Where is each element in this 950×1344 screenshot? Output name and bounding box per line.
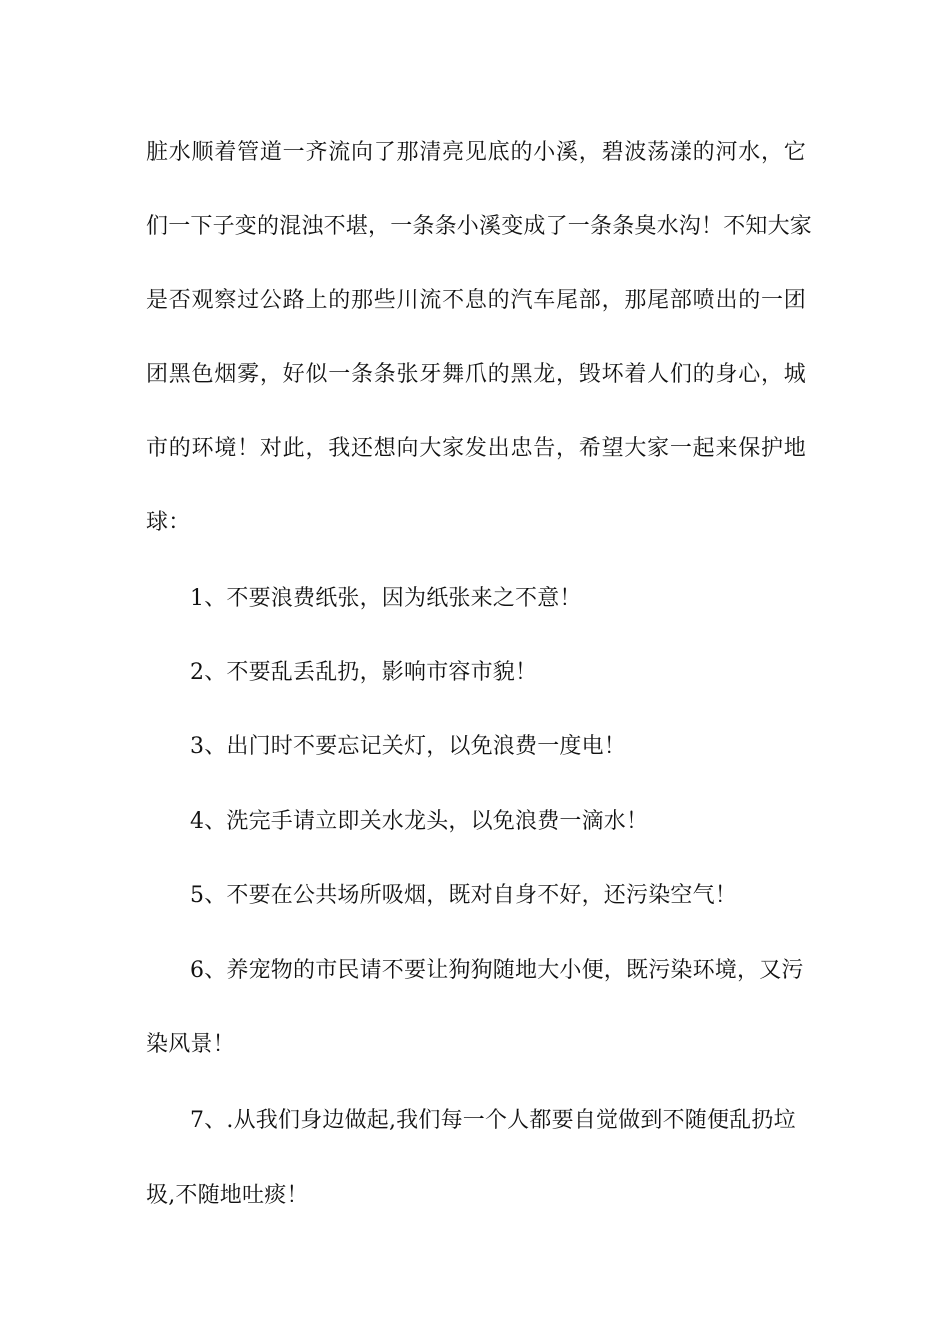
paragraph-line: 球：: [146, 510, 191, 535]
paragraph-line: 脏水顺着管道一齐流向了那清亮见底的小溪，碧波荡漾的河水，它: [146, 140, 806, 165]
paragraph-line: 是否观察过公路上的那些川流不息的汽车尾部，那尾部喷出的一团: [146, 288, 806, 313]
list-item: 2、不要乱丢乱扔，影响市容市貌！: [190, 660, 538, 685]
list-item: 7、.从我们身边做起,我们每一个人都要自觉做到不随便乱扔垃: [190, 1108, 796, 1133]
list-item: 6、养宠物的市民请不要让狗狗随地大小便，既污染环境，又污: [190, 958, 804, 983]
list-item-continuation: 染风景！: [146, 1032, 235, 1057]
list-item-continuation: 圾,不随地吐痰！: [146, 1183, 309, 1208]
list-item: 3、出门时不要忘记关灯，以免浪费一度电！: [190, 734, 626, 759]
paragraph-line: 团黑色烟雾，好似一条条张牙舞爪的黑龙，毁坏着人们的身心，城: [146, 362, 806, 387]
list-item: 1、不要浪费纸张，因为纸张来之不意！: [190, 586, 582, 611]
paragraph-line: 市的环境！对此，我还想向大家发出忠告，希望大家一起来保护地: [146, 436, 806, 461]
list-item: 5、不要在公共场所吸烟，既对自身不好，还污染空气！: [190, 883, 737, 908]
list-item: 4、洗完手请立即关水龙头，以免浪费一滴水！: [190, 809, 649, 834]
paragraph-line: 们一下子变的混浊不堪，一条条小溪变成了一条条臭水沟！不知大家: [146, 214, 813, 239]
